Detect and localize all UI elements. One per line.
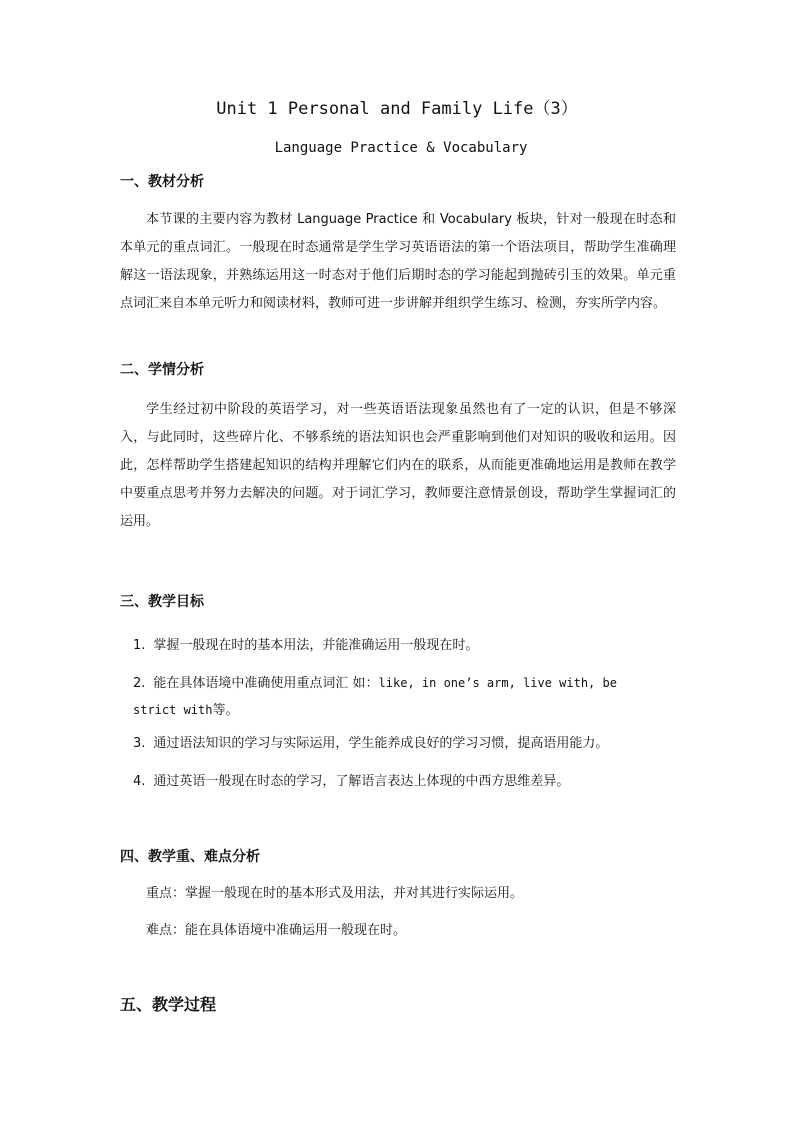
objective-item — [133, 768, 678, 796]
document-subtitle: Language Practice & Vocabulary — [274, 140, 528, 156]
objective-number: 3. — [133, 736, 146, 751]
objective-number: 4. — [133, 774, 146, 789]
objective-vocab-list: like, in one’s arm, live with, be — [378, 676, 617, 690]
document-title: Unit 1 Personal and Family Life（3） — [216, 99, 578, 119]
objective-text: 通过英语一般现在时态的学习，了解语言表达上体现的中西方思维差异。 — [153, 774, 570, 789]
objective-vocab-list-cont: strict with — [133, 703, 213, 717]
objective-number: 2. — [133, 676, 146, 691]
section-paragraph-student-analysis: 学生经过初中阶段的英语学习，对一些英语语法现象虽然也有了一定的认识，但是不够深入，与此同时，这些碎片化、不够系统的语法知识也会严重影响到他们对知识的吸收和运用。因此，怎样帮助学生搭建起知识的结构并理解它们内在的联系，从而能更准确地运用是教师在教学中要重点思考并努力去解决的问题。对于词汇学习，教师要注意情景创设，帮助学生掌握词汇的运用。 — [120, 402, 676, 529]
objective-item — [133, 730, 678, 758]
section-heading-teaching-process: 五、教学过程 — [120, 995, 217, 1014]
key-point-text: 重点：掌握一般现在时的基本形式及用法，并对其进行实际运用。 — [146, 886, 524, 901]
objective-number: 1. — [133, 638, 146, 653]
objective-text: 掌握一般现在时的基本用法，并能准确运用一般现在时。 — [153, 638, 479, 653]
objective-item — [133, 670, 678, 724]
section-heading-textbook-analysis: 一、教材分析 — [120, 174, 204, 190]
difficult-point-text: 难点：能在具体语境中准确运用一般现在时。 — [146, 923, 407, 938]
objective-item — [133, 632, 678, 660]
objective-text: 能在具体语境中准确使用重点词汇 如： — [153, 676, 379, 691]
section-paragraph-textbook-analysis: 本节课的主要内容为教材 Language Practice 和 Vocabulary 板块，针对一般现在时态和本单元的重点词汇。一般现在时态通常是学生学习英语语法的第一个语法项目，帮助学生准确理解这一语法现象，并熟练运用这一时态对于他们后期时态的学习能起到抛砖引玉的效果。单元重点词汇来自本单元听力和阅读材料，教师可进一步讲解并组织学生练习、检测，夯实所学内容。 — [120, 212, 676, 311]
section-heading-key-difficult-points: 四、教学重、难点分析 — [120, 849, 260, 865]
section-heading-student-analysis: 二、学情分析 — [120, 362, 204, 378]
objective-text: 通过语法知识的学习与实际运用，学生能养成良好的学习习惯，提高语用能力。 — [153, 736, 609, 751]
section-heading-teaching-objectives: 三、教学目标 — [120, 594, 204, 610]
objective-text-end: 等。 — [212, 703, 239, 718]
